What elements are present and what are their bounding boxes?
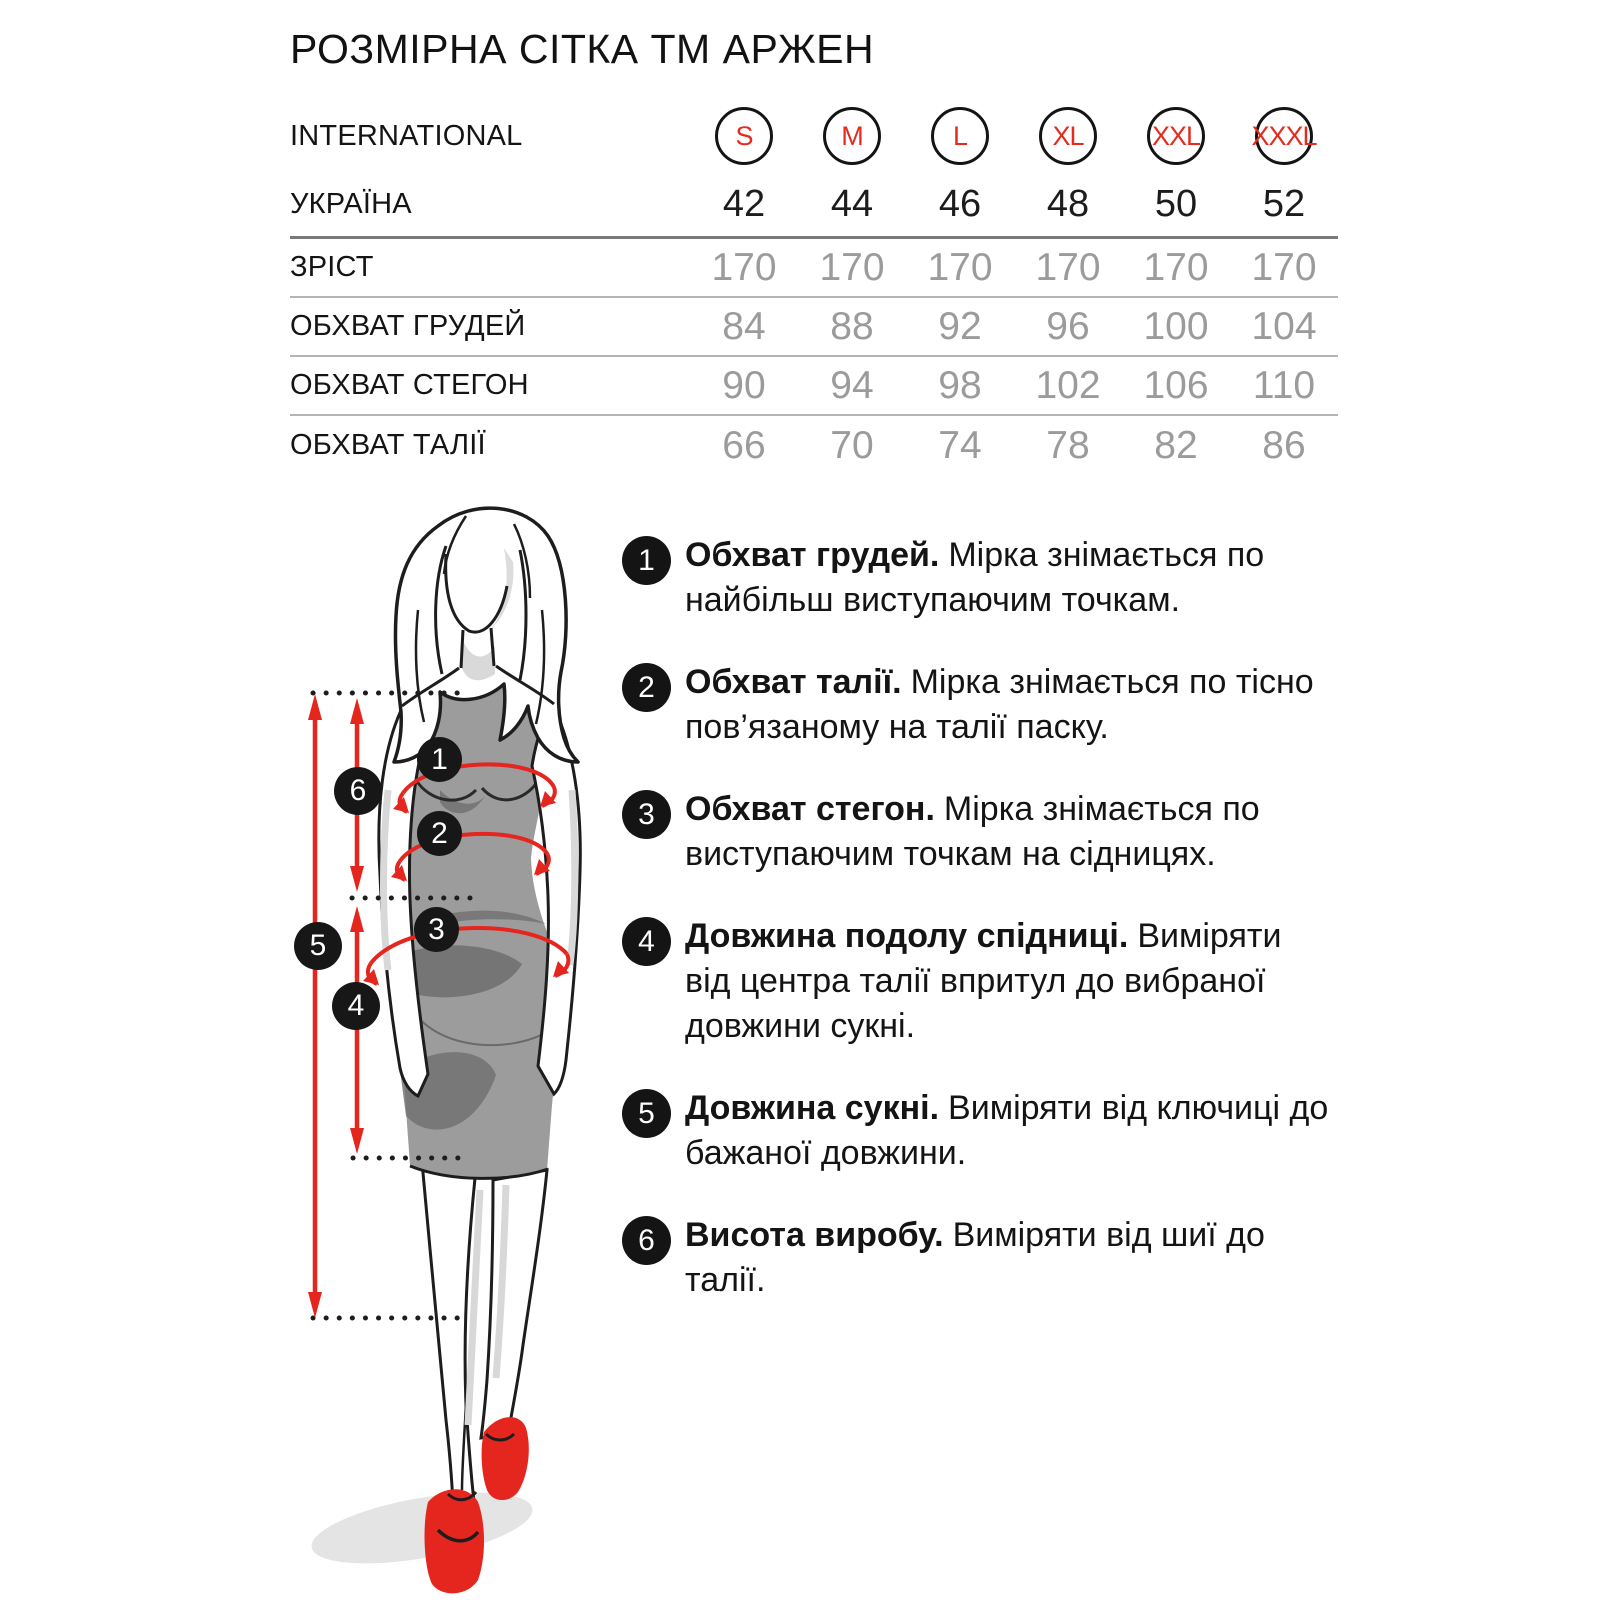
cell-value: 82 <box>1154 423 1198 467</box>
ua-size: 52 <box>1262 182 1306 225</box>
table-row-ukraine <box>290 172 1338 236</box>
legend-term: Обхват грудей. <box>685 536 940 574</box>
legend-desc: Мірка знімається по найбільш виступаючим точкам. <box>685 536 1265 619</box>
size-badge-l: L <box>931 107 989 165</box>
legend-num-4: 4 <box>622 917 671 966</box>
table-row-bust: ОБХВАТ ГРУДЕЙ 84 88 92 96 100 104 <box>290 298 1338 357</box>
size-badge-xl: XL <box>1039 107 1097 165</box>
cell-value: 170 <box>819 245 885 289</box>
table-row-height: ЗРІСТ 170 170 170 170 170 170 <box>290 239 1338 298</box>
cell-value: 100 <box>1143 304 1209 348</box>
neck-line <box>461 630 463 668</box>
legend-term: Обхват талії. <box>685 663 902 701</box>
cell-value: 92 <box>938 304 982 348</box>
marker-bust: 1 <box>417 737 462 782</box>
cell-value: 90 <box>722 363 766 407</box>
legend-item-skirt-length <box>622 914 1334 1049</box>
size-table <box>290 100 1338 475</box>
measurement-figure <box>270 490 660 1600</box>
marker-dress-length: 5 <box>294 922 342 970</box>
cell-value: 78 <box>1046 423 1090 467</box>
ua-size: 42 <box>722 182 766 225</box>
marker-bodice-height: 6 <box>334 767 382 815</box>
marker-hips: 3 <box>414 907 459 952</box>
legend-item-dress-length <box>622 1086 1334 1176</box>
marker-skirt-length: 4 <box>332 982 380 1030</box>
page-title: РОЗМІРНА СІТКА ТМ АРЖЕН <box>290 26 875 72</box>
cell-value: 170 <box>1143 245 1209 289</box>
legend-item-waist <box>622 660 1334 750</box>
cell-value: 98 <box>938 363 982 407</box>
legend-term: Обхват стегон. <box>685 790 935 828</box>
legend-num-6: 6 <box>622 1216 671 1265</box>
cell-value: 86 <box>1262 423 1306 467</box>
legend-term: Довжина сукні. <box>685 1089 940 1127</box>
size-badge-s: S <box>715 107 773 165</box>
cell-value: 84 <box>722 304 766 348</box>
ua-size: 46 <box>938 182 982 225</box>
cell-value: 110 <box>1252 363 1316 407</box>
cell-value: 70 <box>830 423 874 467</box>
ua-size: 44 <box>830 182 874 225</box>
legend-term: Висота виробу. <box>685 1216 944 1254</box>
cell-value: 66 <box>722 423 766 467</box>
size-badge-xxl: XXL <box>1147 107 1205 165</box>
row-label-international: INTERNATIONAL <box>290 119 523 152</box>
legend-item-hips <box>622 787 1334 877</box>
cell-value: 106 <box>1143 363 1209 407</box>
table-row-waist: ОБХВАТ ТАЛІЇ 66 70 74 78 82 86 <box>290 416 1338 475</box>
cell-value: 102 <box>1035 363 1101 407</box>
ua-size: 48 <box>1046 182 1090 225</box>
row-label-ukraine: УКРАЇНА <box>290 187 412 220</box>
table-row-international <box>290 100 1338 172</box>
cell-value: 170 <box>1251 245 1317 289</box>
cell-value: 74 <box>938 423 982 467</box>
legend-item-bodice-height <box>622 1213 1334 1303</box>
legend-desc: Виміряти від ключиці до бажаної довжини. <box>685 1089 1329 1172</box>
cell-value: 170 <box>1035 245 1101 289</box>
size-badge-m: M <box>823 107 881 165</box>
legend-num-3: 3 <box>622 790 671 839</box>
legend-num-5: 5 <box>622 1089 671 1138</box>
cell-value: 170 <box>711 245 777 289</box>
legend-desc: Мірка знімається по тісно пов’язаному на талії паску. <box>685 663 1314 746</box>
legend-desc: Виміряти від центра талії впритул до вибраної довжини сукні. <box>685 917 1282 1045</box>
woman-sketch <box>270 490 660 1600</box>
ua-size: 50 <box>1154 182 1198 225</box>
size-badge-xxxl: XXXL <box>1255 107 1313 165</box>
table-row-hips: ОБХВАТ СТЕГОН 90 94 98 102 106 110 <box>290 357 1338 416</box>
legend-desc: Виміряти від шиї до талії. <box>685 1216 1265 1299</box>
legend <box>622 533 1334 1340</box>
cell-value: 94 <box>830 363 874 407</box>
cell-value: 104 <box>1251 304 1317 348</box>
marker-waist: 2 <box>417 811 462 856</box>
legend-num-2: 2 <box>622 663 671 712</box>
legend-term: Довжина подолу спідниці. <box>685 917 1129 955</box>
cell-value: 170 <box>927 245 993 289</box>
cell-value: 88 <box>830 304 874 348</box>
table-body <box>290 236 1338 475</box>
legend-desc: Мірка знімається по виступаючим точкам на сідницях. <box>685 790 1260 873</box>
legend-num-1: 1 <box>622 536 671 585</box>
cell-value: 96 <box>1046 304 1090 348</box>
legend-item-bust <box>622 533 1334 623</box>
